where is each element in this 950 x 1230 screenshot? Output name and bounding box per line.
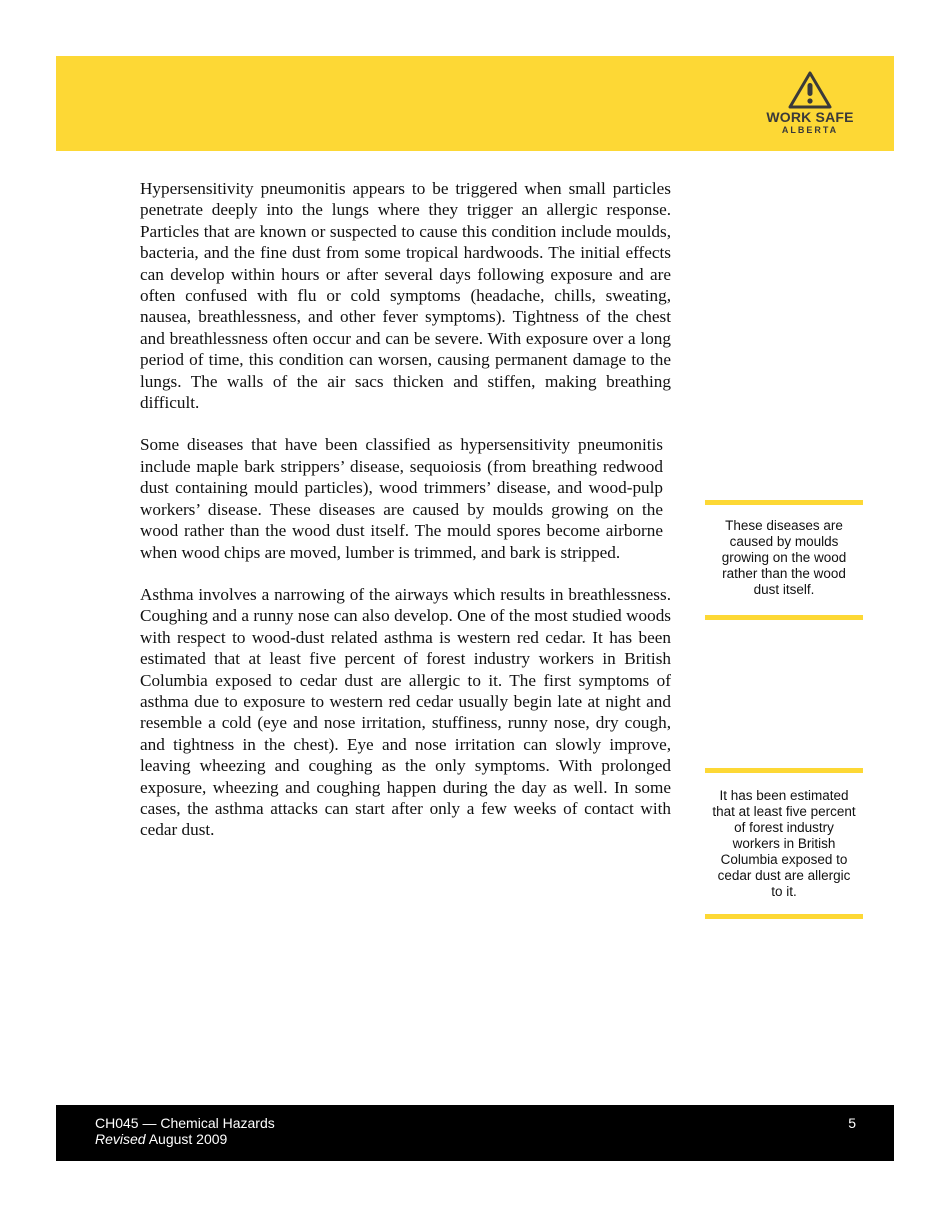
work-safe-alberta-logo — [760, 70, 860, 142]
footer-revised-date: August 2009 — [145, 1131, 228, 1147]
footer-band — [56, 1105, 894, 1161]
paragraph-diseases: Some diseases that have been classified as hypersensitivity pneumonitis include maple bark strippers’ disease, sequoiosis (from breathing redwood dust containing mould particles), wood trimmers’ disease, and wood-pulp workers’ disease. These diseases are caused by moulds growing on the wood rather than the wood dust itself. The mould spores become airborne when wood chips are moved, lumber is trimmed, and bark is stripped. — [140, 435, 663, 562]
footer-revised-line — [95, 1131, 275, 1147]
warning-triangle-icon — [787, 70, 833, 110]
footer-document-info — [95, 1115, 275, 1147]
pull-quote-moulds: These diseases are caused by moulds growing on the wood rather than the wood dust itself. — [705, 500, 863, 620]
main-body-text — [140, 178, 671, 862]
footer-revised-label: Revised — [95, 1131, 146, 1147]
pull-quote-cedar-dust: It has been estimated that at least five percent of forest industry workers in British Columbia exposed to cedar dust are allergic to it. — [705, 768, 863, 919]
paragraph-asthma: Asthma involves a narrowing of the airways which results in breathlessness. Coughing and a runny nose can also develop. One of the most studied woods with respect to wood-dust related asthma is western red cedar. It has been estimated that at least five percent of forest industry workers in British Columbia exposed to cedar dust are allergic to it. The first symptoms of asthma due to exposure to western red cedar usually begin late at night and resemble a cold (eye and nose irritation, stuffiness, runny nose, dry cough, and tightness in the chest). Eye and nose irritation can slowly improve, leaving wheezing and coughing as the only symptoms. With prolonged exposure, wheezing and coughing happen during the day as well. In some cases, the asthma attacks can start after only a few weeks of contact with cedar dust. — [140, 584, 671, 840]
logo-text-secondary: ALBERTA — [781, 125, 839, 135]
logo-text-primary: WORK SAFE — [766, 109, 854, 125]
footer-doc-code: CH045 — Chemical Hazards — [95, 1115, 275, 1131]
paragraph-hypersensitivity: Hypersensitivity pneumonitis appears to be triggered when small particles penetrate deeply into the lungs where they trigger an allergic response. Particles that are known or suspected to cause this condition include moulds, bacteria, and the fine dust from some tropical hardwoods. The initial effects can develop within hours or after several days following exposure and are often confused with flu or cold symptoms (headache, chills, sweating, nausea, breathlessness, and other fever symptoms). Tightness of the chest and breathlessness often occur and can be severe. With exposure over a long period of time, this condition can worsen, causing permanent damage to the lungs. The walls of the air sacs thicken and stiffen, making breathing difficult. — [140, 179, 671, 413]
page-number: 5 — [848, 1115, 856, 1131]
